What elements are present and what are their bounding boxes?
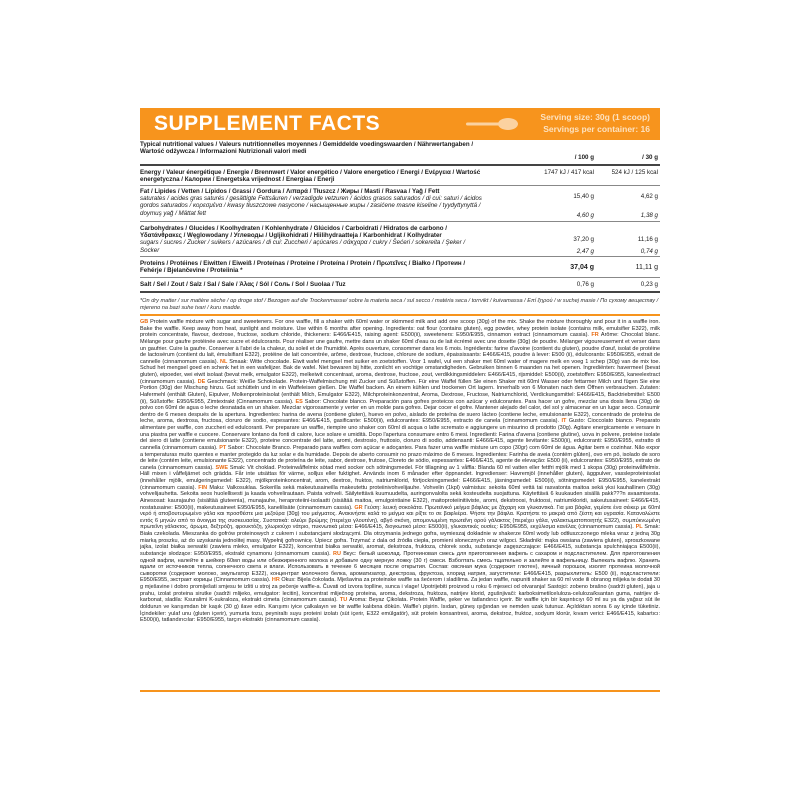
servings-per-container: Servings per container: 16 bbox=[543, 124, 650, 134]
protein-row bbox=[140, 257, 660, 278]
table-header-label: Typical nutritional values / Valeurs nutritionnelles moyennes / Gemiddelde voedingswaarden / Nährwertangaben / Wartość odżywcza / Informazioni Nutrizionali valori medi bbox=[140, 141, 474, 156]
language-code-pl: PL bbox=[635, 524, 643, 531]
sugars-label: sugars / sucres / Zucker / suikers / azúcares / di cui: Zuccheri / açúcares / σάκχαρα / cukry / Šećeri / sokereita / Şeker / Socker bbox=[140, 239, 466, 254]
language-code-fr: FR bbox=[591, 332, 599, 339]
salt-30g: 0,23 g bbox=[640, 281, 658, 288]
instructions-text-pl: Smak: Biała czekolada. Mieszanka do gofrów proteinowych z cukrem i substancjami słodzącymi. Dla otrzymania jednego gofra, wymieszaj dokładnie w shakerze 60ml wody lub odtłuszczonego mleka wraz z jedną 30g miarką proszku, aż do uzyskania jednolitej masy. Wypełnij gofrownicę. Upiecz gofra. Trzymać z dala od źródła ciepła, promieni słonecznych oraz wilgoci. Składniki: mąka owsiana (zawiera gluten), sproszkowane jajka, izolat białka serwatki (zawiera mleko, emulgator E322), koncentrat białka serwatki, aromat, dekstroza, fruktoza, chlorek sodu, substancje zagęszczające: E466/E415, substancja spulchniająca E500(ii), substancje słodzące: E950/E955, ekstrakt cynamonu (cinnamomum cassia). bbox=[140, 524, 660, 557]
energy-label: Energy / Valeur énergétique / Energie / Brennwert / Valor energético / Valore energetico / Energi / Ενέργεια / Wartość energetyczna / Калории / Energetska vrijednost / Energiaa / Enerji bbox=[140, 169, 481, 184]
instructions-text-swe: Smak: Vit choklad. Proteinwåffelmix sötad med socker och sötningsmedel. För tillagning av 1 våffla: Blanda 60 ml vatten eller fettfri mjölk med 1 skopa (30g) proteinwåffelmix. Häll mixen i våffeljärnet och grädda. Får inte utsättas för värme, solljus eller fuktighet. Används inom 6 månader efter öppnandet. Ingredienser: Havremjöl (innehåller gluten), äggpulver, vassleproteinisolat (innehåller mjölk, emulgeringsmedel: E322), mjölkproteinkoncentrat, arom, dextros, fruktos, natriumklorid, förtjockningsmedel: E466/E415, jäsningsmedel: E500(ii), sötningsmedel: E950/E955, kanelextrakt (cinnamomum cassia). bbox=[140, 464, 660, 491]
carbohydrates-30g: 11,16 g bbox=[637, 236, 658, 243]
facts-header bbox=[140, 108, 660, 140]
language-code-es: ES bbox=[295, 398, 303, 405]
protein-100g: 37,04 g bbox=[570, 264, 594, 271]
language-code-gr: GR bbox=[354, 504, 363, 511]
fat-30g: 4,62 g bbox=[640, 193, 658, 200]
language-code-swe: SWE bbox=[215, 464, 229, 471]
saturates-30g: 1,38 g bbox=[640, 212, 658, 219]
salt-100g: 0,76 g bbox=[576, 281, 594, 288]
instructions-text-de: Geschmack: Weiße Schokolade. Protein-Waffelmischung mit Zucker und Süßstoffen. Für eine Waffel füllen Sie einen Shaker mit 60ml Wasser oder fettarmer Milch und fügen Sie eine Portion (30g) der Mischung hinzu. Gut schütteln und in ein Waffeleisen gießen. Die Waffel backen. An einem kühlen und trockenen Ort lagern. Innerhalb von 6 Monaten nach dem Öffnen verbrauchen. Zutaten: Hafermehl (enthält Gluten), Eipulver, Molkenproteinisolat (enthält Milch, Emulgator E322), Milchproteinkonzentrat, Aroma, Dextrose, Fructose, Natriumchlorid, Verdickungsmittel: E466/E415, Backtriebmittel: E500 (ii), Süßstoffe: E950/E955, Zimtextrakt (Cinnamomum cassia). bbox=[140, 378, 660, 405]
sugars-100g: 2,47 g bbox=[576, 248, 594, 255]
language-code-tu: TU bbox=[339, 597, 348, 604]
language-code-gb: GB bbox=[140, 319, 149, 325]
instructions-text-gr: Γεύση: λευκή σοκολάτα. Πρωτεϊνικό μείγμα βάφλας με ζάχαρη και γλυκαντικά. Για μια βάφλα, γεμίστε ένα σέικερ με 60ml νερό ή αποβουτυρωμένο γάλα και προσθέστε μια μεζούρα (30g) του μείγματος. Ανακινήστε καλά το μείγμα και ρίξτε το σε βαφλιέρα. Ψήστε την βάφλα. Κρατήστε το μακριά από ζέστη και υγρασία. Καταναλώστε εντός 6 μηνών από το άνοιγμα της συσκευασίας. Συστατικά: αλεύρι βρώμης (περιέχει γλουτένη), αβγό σκόνη, απομονωμένη πρωτεΐνη ορού γάλακτος (περιέχει γάλα, γαλακτωματοποιητής E322), συμπύκνωμένη πρωτεΐνη γάλακτος, άρωμα, δεξτρόζη, φρουκτόζη, χλωριούχο νάτριο, πυκνωτικά μέσα: E466/E415, διογκωτικό μέσο: E500(ii), γλυκαντικές ουσίες: E950/E955, εκχύλισμα κανέλας (cinnamomum cassia). bbox=[140, 504, 660, 531]
carbohydrates-label: Carbohydrates / Glucides / Koolhydraten / Kohlenhydrate / Glúcidos / Carboidrati / Hidratos de carbono / Υδατάνθρακες / Węglowodany / Углеводы / Ugljikohidrati / Hiilihydraatteja / Karbonhidrat / Kolhydrater bbox=[140, 225, 448, 240]
sugars-30g: 0,74 g bbox=[640, 248, 658, 255]
instructions-text-nl: Smaak: Witte chocolade. Eiwit wafel mengsel met suiker en zoetstoffen. Voor 1 wafel, vul een shaker met 60ml water of magere melk en voeg 1 schep (30g) van de mix toe. Schud het mengsel goed en schenk het in een wafelijzer. Bak de wafel. Niet bewaren bij hitte, zonlicht en vochtige omstandigheden. Gebruiken binnen 6 maanden na het openen. Ingrediënten: havermeel (bevat gluten), eipoeder, wei eiwit isolaat (bevat melk, emulgator E322), melkeiwit concentraat, aroma, dextrose, fructose, zout, verdikkingsmiddelen: E466/E415, rijsmiddel: E500(ii), zoetstoffen: E950/E955, kaneelextract (cinnamomum cassia). bbox=[140, 358, 660, 385]
table-header-row bbox=[140, 140, 660, 166]
instructions-text-fr: Arôme: Chocolat blanc. Mélange pour gaufre protéinée avec sucre et édulcorants. Pour réaliser une gaufre, mettre dans un shaker 60ml d'eau ou de lait écrémé avec une dosette (30g) de poudre. Mélanger vigoureusement et verser dans un gaufrier. Cuire la gaufre. Conserver à l'abri de la chaleur, du soleil et de l'humidité. Après ouverture, consommer dans les 6 mois. Ingrédients: farine d'avoine (contient du gluten), poudre d'œuf, isolat de protéine de lactosérum (contient du lait, émulsifiant E322), protéine de lait concentrée, arôme, dextrose, fructose, chlorure de sodium, épaississants: E466/E415, poudre à lever: E500 (ii), édulcorants: E950/E955, extrait de cannelle (cinnamomum cassia). bbox=[140, 332, 660, 365]
salt-label: Salt / Sel / Zout / Salz / Sal / Sale / Άλας / Sól / Соль / Sol / Suolaa / Tuz bbox=[140, 281, 346, 288]
energy-100g: 1747 kJ / 417 kcal bbox=[544, 169, 594, 176]
instructions-text-hr: Okus: Bijela čokolada. Mješavina za proteinske waffle sa šećerom i sladilima. Za jedan waffle, napuniti shaker sa 60 ml vode ili obranog mlijeka te dodati 30 g mješavine i dobro promiješati smjesu te izliti u stroj za pečenje waffle-a. Čuvati od izvora toplline, sunca i vlage! Upotrijebiti proizvod u roku 6 mjeseci od otvaranja! Sastojci: zobeno brašno (sadrži gluten), jaja u prahu, izolat proteina sirutke (sadrži mlijeko, emulgator: lecitin), koncentrat mliječnog proteina, aroma, dekstroza, fruktoza, natrijev klorid, zgušnjivači: karboksimetilceluloza-celuloza/ksantan guma, natrijev di-karbonat, sladila: Ksuralimi K-sukraloza, ekstrakt cimeta (cinnamomum cassia). bbox=[140, 577, 660, 604]
energy-row bbox=[140, 166, 660, 186]
language-code-ru: RU bbox=[332, 550, 341, 557]
serving-info bbox=[540, 111, 650, 135]
fat-saturates-label: saturates / acides gras saturés / gesättigte Fettsäuren / verzadigde vetzuren / ácidos grasos saturados / di cui: saturi / ácidos gordos saturados / κορεσμένα / kwasy tłuszczowe nasycone / насыщенные жиры / zasićene masne kiseline / tyydyttynyttä / doymuş yağ / Mättat fett bbox=[140, 195, 482, 217]
language-code-fin: FIN bbox=[198, 484, 208, 491]
language-code-it: IT bbox=[561, 418, 567, 425]
language-code-nl: NL bbox=[220, 358, 228, 365]
carbohydrates-row bbox=[140, 222, 660, 257]
protein-label: Proteins / Protéines / Eiwitten / Eiweiß / Proteínas / Proteine / Proteína / Protein / Πρωτεΐνες / Białko / Протеин / Fehérje / Bjelančevine / Proteiinia * bbox=[140, 260, 466, 275]
multilingual-instructions bbox=[140, 319, 660, 687]
instructions-text-tu: Aroma: Beyaz Çikolata. Protein Waffle, şeker ve tatlandırıcı içerir. Bir waffle için bir kaşıntıcıyı 60 ml su ya da yağsız süt ile doldurun ve karışımdan bir kaşık (30 g) ilave edin. Karışımı iyice çalkalayın ve bir waffle kalıbına dökün. Waffle'ı pişirin. Isıdan, güneş ışığından ve nemden uzak tutunuz. Açıldıktan sonra 6 ay içinde tüketiniz. İçindekiler: yulaf unu (gluten içerir), yumurta tozu, peyniraltı suyu proteini izolatı (süt içerir, E322 emülgatör), süt protein konsantresi, aroma, dekstroz, fruktoz, sodyum klorür, kıvam verici: E466/E415, kabartıcı: E500(ii), tatlandırıcılar: E950/E955, tarçın ekstraktı (cinnamomum cassia). bbox=[140, 597, 660, 624]
salt-row bbox=[140, 278, 660, 293]
scoop-icon bbox=[464, 116, 520, 132]
carbohydrates-100g: 37,20 g bbox=[573, 236, 594, 243]
language-code-pt: PT bbox=[219, 444, 227, 451]
column-30g: / 30 g bbox=[642, 154, 658, 161]
instructions-text-pt: Sabor: Chocolate Branco. Preparado para waffles com açúcar e adoçantes. Para fazer uma waffle misture um copo (30gr) com 60ml de água. Agitar bem e cozinhar. Não expor a temperaturas muito quentes e manter protegido da luz solar e da humidade. Depois de aberto consumir no prazo máximo de 6 meses. Ingredientes: Farinha de aveia (contém glúten), ovo em pó, isolado de soro de leite (contém leite, emulsionante E322), concentrado de proteína de leite, sabor, dextrose, frutose, Cloreto de sódio, espessantes: E466/E415, agente de elevação: E500 (ii), edulcorantes: E950/E955, extrato de canela (cinnamomum cassia). bbox=[140, 444, 660, 471]
instructions-text-es: Sabor: Chocolate blanco. Preparación para gofres proteicos con azúcar y edulcorantes. Para hacer un gofre, mezclar una dosis llena (30g) de polvo con 60ml de agua o leche desnatada en un shaker. Mezclar vigorosamente y verter en un molde para gofres. Dejar cocer el gofre. Mantener alejado del calor, del sol y almacenar en un lugar seco. Consumir dentro de 6 meses después de la apertura. Ingredientes: harina de avena (contiene gluten), huevo en polvo, aislado de proteína de suero lácteo (contiene leche, emulsionante E322), concentrado de proteína de leche, aroma, dextrosa, fructosa, cloruro de sodio, espesantes: E466/E415, gasificante: E500(ii), edulcorantes: E950/E955, extracto de canela (cinnamomum cassia). bbox=[140, 398, 660, 425]
saturates-100g: 4,60 g bbox=[576, 212, 594, 219]
column-100g: / 100 g bbox=[574, 154, 594, 161]
energy-30g: 524 kJ / 125 kcal bbox=[611, 169, 658, 176]
fat-label: Fat / Lipides / Vetten / Lípidos / Grassi / Gordura / Λιπαρά / Tłuszcz / Жиры / Masti / Rasvaa / Yağ / Fett bbox=[140, 188, 440, 195]
instructions-text-ru: Вкус: белый шоколад. Протеиновая смесь для приготовления вафель с сахаром и подсластителем. Для приготовления одной вафли, налейте в шейкер 60мл воды или обезжиренного молока и добавьте одну мерную ложку (30 г) смеси. Взболтать смесь тщательно и залейте в вафельницу. Выпекать вафлю. Хранить вдали от источников тепла, солнечного света и влаги. Использовать в течение 6 месяцев после открытия. Состав: овсяная мука (содержит глютен), яичный порошок, изолят протеина молочной сыворотки (содержит молоко, эмульгатор E322), концентрат молочного белка, ароматизатор, декстроза, фруктоза, хлорид натрия, загустители: E466/E415, разрыхлитель: E500 (ii), подсластители: E950/E955, экстракт корицы (Cinnamomum cassia). bbox=[140, 550, 660, 584]
section-divider bbox=[140, 314, 660, 316]
fat-100g: 15,40 g bbox=[573, 193, 594, 200]
language-code-hr: HR bbox=[271, 577, 280, 584]
instructions-text-fin: Maku: Valkosuklaa. Sokerilla sekä makeutusaineilla makeutettu proteiinivohvelijauhe. Vohvelin (1kpl) valmistus: sekoita 60ml vettä tai rasvatonta maitoa sekä yksi kauhallinen (30g) vohvelijauhetta. Sekoita seos huolellisesti ja kaada vohvelirautaan. Paista vohveli. Säilytettävä kuumuudelta, auringonvalolta sekä kosteudelta suojattuna. Käytettävä 6 kuukauden sisällä pakk???n avaamisesta. Ainesosat: kaurajauho (sisältää gluteenia), munajauhe, heraproteiini-isolaatti (sisältää maitoa, emulgointiaine E322), maitoproteiinitiiviste, aromi, dekstroosi, fruktoosi, natriumkloridi, sakeutusaineet: E466/E415, nostatusaine: E500(ii), makeutusaineet E950/E955, kanelilisäte (cinnamomum cassia). bbox=[140, 484, 660, 511]
bottom-divider bbox=[140, 690, 660, 692]
serving-size: Serving size: 30g (1 scoop) bbox=[540, 112, 650, 122]
fat-row bbox=[140, 186, 660, 222]
nutrition-table bbox=[140, 140, 660, 293]
facts-title: SUPPLEMENT FACTS bbox=[154, 112, 381, 135]
protein-30g: 11,11 g bbox=[635, 264, 658, 271]
language-code-de: DE bbox=[197, 378, 206, 385]
instructions-text-gb: Protein waffle mixture with sugar and sweeteners. For one waffle, fill a shaker with 60ml water or skimmed milk and add one scoop (30g) of the mix. Shake the mixture thoroughly and pour it in a waffle iron. Bake the waffle. Keep away from heat, sunlight and moisture. Use within 6 months after opening. Ingredients: oat flour (contains gluten), egg powder, whey protein isolate (contains milk, emulsifier E322), milk protein concentrate, flavour, dextrose, fructose, sodium chloride, thickeners: E466/E415, raising agent: E500(ii), sweeteners: E950/E955, cinnamon extract (cinnamomum cassia). bbox=[140, 319, 660, 339]
dry-matter-footnote: *On dry matter / sur matière sèche / op droge stof / Bezogen auf die Trockenmasse/ sobre la materia seca / sul secco / matéria seca / torrvikt / kuivamassa / Επί ξηρού / w suchej masie / По сухому веществу / mjereno na bazi suhe tvari / kuru madde. bbox=[140, 298, 659, 311]
instructions-text-it: Gusto: Cioccolato bianco. Preparato alimentare per waffle, con zuccheri ed edulcoranti. Per preparare un waffle, riempire uno shaker con 60ml di acqua o latte scremato e aggiungere un misurino di prodotto (30g). Agitare energicamente e versare in una piastra per waffle e cuocere. Conservare lontano da fonti di calore, luce solare e umidità. Dopo l'apertura consumare entro 6 mesi. Ingredienti: Farina d'avena (contiene glutine), uova in polvere, proteine isolate del siero di latte (contiene emulsionante E322), proteine concentrate del latte, aromi, destrosio, fruttosio, cloruro di sodio, addensanti: E466/E415, agente lievitante: E500(ii), edulcoranti: E950/E955, estratto di cannella (cinnamomum cassia). bbox=[140, 418, 660, 451]
